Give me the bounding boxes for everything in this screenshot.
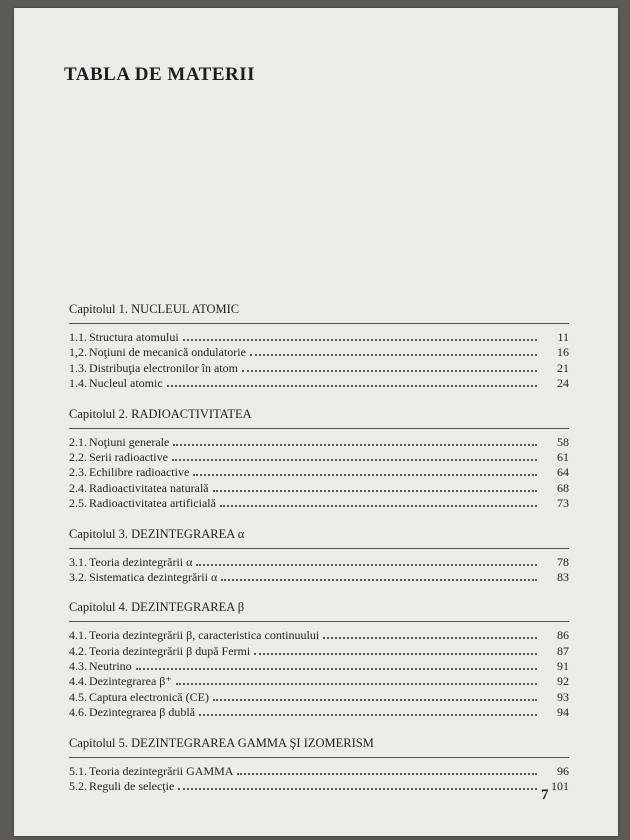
section-number: 1.1. xyxy=(69,330,87,344)
section-page-number: 24 xyxy=(557,376,569,391)
section-title: Nucleul atomic xyxy=(89,376,163,391)
chapter-title: Capitolul 4. DEZINTEGRAREA β xyxy=(69,600,569,622)
toc-entry xyxy=(69,628,569,643)
toc-entry xyxy=(69,481,569,496)
section-title: Sistematica dezintegrării α xyxy=(89,569,218,584)
section-number: 2.2. xyxy=(69,449,87,464)
dot-leader xyxy=(172,459,537,461)
page-title: TABLA DE MATERII xyxy=(64,64,255,85)
section-page-number: 16 xyxy=(557,345,569,360)
section-number: 2.5. xyxy=(69,496,87,511)
dot-leader xyxy=(250,354,537,356)
book-page xyxy=(14,8,618,836)
toc-entry xyxy=(69,555,569,570)
section-page-number: 93 xyxy=(557,689,569,704)
section-number: 4.2. xyxy=(69,643,87,658)
chapter-title: Capitolul 2. RADIOACTIVITATEA xyxy=(69,407,569,429)
section-number: 2.1. xyxy=(69,434,87,449)
table-of-contents xyxy=(69,302,569,809)
section-number: 5.1. xyxy=(69,763,87,778)
section-title: Radioactivitatea artificială xyxy=(89,496,216,511)
section-title: Teoria dezintegrării β, caracteristica continuului xyxy=(89,628,320,643)
toc-entry xyxy=(69,705,569,720)
section-number: 3.2. xyxy=(69,569,87,584)
toc-entry xyxy=(69,764,569,779)
dot-leader xyxy=(176,683,537,685)
toc-entry xyxy=(69,330,569,345)
dot-leader xyxy=(167,385,537,387)
toc-entry xyxy=(69,435,569,450)
dot-leader xyxy=(254,653,537,655)
toc-entry xyxy=(69,644,569,659)
chapter-block xyxy=(69,302,569,392)
chapter-block xyxy=(69,527,569,586)
chapter-block xyxy=(69,407,569,512)
toc-entry xyxy=(69,496,569,511)
section-page-number: 78 xyxy=(557,554,569,569)
section-number: 4.3. xyxy=(69,659,87,674)
section-number: 4.1. xyxy=(69,628,87,643)
toc-entry xyxy=(69,779,569,794)
section-page-number: 101 xyxy=(551,779,569,794)
dot-leader xyxy=(221,579,537,581)
toc-entry xyxy=(69,361,569,376)
section-page-number: 64 xyxy=(557,465,569,480)
toc-entry xyxy=(69,690,569,705)
section-number: 3.1. xyxy=(69,554,87,569)
dot-leader xyxy=(323,637,537,639)
section-page-number: 87 xyxy=(557,643,569,658)
section-page-number: 91 xyxy=(557,659,569,674)
dot-leader xyxy=(242,370,537,372)
section-number: 4.4. xyxy=(69,674,87,689)
chapter-block xyxy=(69,736,569,795)
section-number: 2.3. xyxy=(69,465,87,480)
section-title: Noţiuni de mecanică ondulatorie xyxy=(89,345,246,360)
section-number: 2.4. xyxy=(69,480,87,495)
section-page-number: 61 xyxy=(557,449,569,464)
section-number: 5.2. xyxy=(69,779,87,794)
section-title: Serii radioactive xyxy=(89,449,168,464)
toc-entry xyxy=(69,465,569,480)
section-title: Neutrino xyxy=(89,659,132,674)
section-number: 4.5. xyxy=(69,689,87,704)
section-number: 4.6. xyxy=(69,705,87,720)
section-title: Teoria dezintegrării α xyxy=(89,554,193,569)
section-title: Radioactivitatea naturală xyxy=(89,480,209,495)
dot-leader xyxy=(183,339,537,341)
section-title: Captura electronică (CE) xyxy=(89,689,209,704)
section-page-number: 94 xyxy=(557,705,569,720)
toc-entry xyxy=(69,376,569,391)
dot-leader xyxy=(173,444,537,446)
section-page-number: 96 xyxy=(557,763,569,778)
toc-entry xyxy=(69,345,569,360)
dot-leader xyxy=(199,714,537,716)
section-title: Echilibre radioactive xyxy=(89,465,190,480)
dot-leader xyxy=(193,474,537,476)
section-title: Reguli de selecţie xyxy=(89,779,175,794)
toc-entry xyxy=(69,659,569,674)
section-title: Teoria dezintegrării GAMMA xyxy=(89,763,234,778)
section-title: Dezintegrarea β dublă xyxy=(89,705,196,720)
section-title: Teoria dezintegrării β după Fermi xyxy=(89,643,251,658)
dot-leader xyxy=(136,668,537,670)
dot-leader xyxy=(213,699,537,701)
toc-entry xyxy=(69,570,569,585)
chapter-title: Capitolul 1. NUCLEUL ATOMIC xyxy=(69,302,569,324)
toc-entry xyxy=(69,450,569,465)
section-page-number: 58 xyxy=(557,434,569,449)
section-title: Dezintegrarea β⁺ xyxy=(89,674,172,689)
section-page-number: 11 xyxy=(557,330,569,344)
dot-leader xyxy=(237,773,537,775)
chapter-title: Capitolul 3. DEZINTEGRAREA α xyxy=(69,527,569,549)
section-number: 1,2. xyxy=(69,345,87,360)
dot-leader xyxy=(213,490,537,492)
chapter-title: Capitolul 5. DEZINTEGRAREA GAMMA ŞI IZOMERISM xyxy=(69,736,569,758)
toc-entry xyxy=(69,674,569,689)
section-title: Distribuţia electronilor în atom xyxy=(89,360,238,375)
section-page-number: 73 xyxy=(557,496,569,511)
section-page-number: 92 xyxy=(557,674,569,689)
chapter-block xyxy=(69,600,569,720)
page-number: 7 xyxy=(541,787,549,803)
section-page-number: 83 xyxy=(557,569,569,584)
section-title: Noţiuni generale xyxy=(89,434,170,449)
dot-leader xyxy=(178,788,537,790)
dot-leader xyxy=(220,505,537,507)
dot-leader xyxy=(196,564,537,566)
section-title: Structura atomului xyxy=(89,330,179,344)
section-number: 1.4. xyxy=(69,376,87,391)
section-page-number: 21 xyxy=(557,360,569,375)
section-page-number: 86 xyxy=(557,628,569,643)
section-number: 1.3. xyxy=(69,360,87,375)
section-page-number: 68 xyxy=(557,480,569,495)
